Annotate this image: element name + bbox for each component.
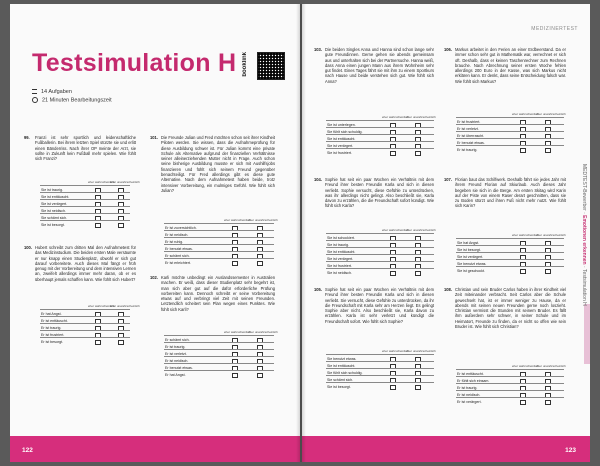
row-label: Sie ist geschockt. [457, 268, 485, 273]
side-text-c: Testsimulation H [581, 269, 587, 306]
question-text: Die beiden Singles Anna und Hanna sind schon lange sehr gute Freundinnen. Gerne gehen sie abends gemeinsam aus und unterhalten sich bei der Partnersuche. Hanna weiß, dass Anna einen jungen Mann aus ihrem Wohnheim sehr gut findet. Eines Tages fährt sie mit ihm zu einem Sportkurs nach Hause und beide verstehen sich gut. Wie fühlt sich Anna? [325, 47, 435, 84]
table-row [456, 266, 564, 274]
checkbox-unlikely[interactable] [545, 269, 551, 275]
header-unlikely: eher unwahrscheinlich [536, 364, 566, 368]
row-label: Sie ist verärgert. [327, 143, 354, 148]
question-text: Markus arbeitet in den Ferien an einer Erdbeerstand. Da er immer schon sehr gut in Mathematik war, verrechnet er sich oft. Deshalb, dass er keinen Taschenrechner zum Rechnen brauche. Nach Abrechnung seiner ersten Woche fehlen allerdings 200 Euro in der Kasse, was sich Markus nicht erklären kann. Er denkt, dass seine Entscheidung falsch war. Wie fühlt sich Markus? [455, 47, 566, 84]
row-label: Sie schämt sich. [327, 377, 354, 382]
row-label: Sie ist traurig. [41, 187, 63, 192]
meta-tasks [32, 89, 72, 95]
header-unlikely: eher unwahrscheinlich [110, 304, 140, 308]
header-unlikely: eher unwahrscheinlich [406, 228, 436, 232]
row-label: Sie fühlt sich schuldig. [327, 129, 363, 134]
table-row [456, 397, 564, 405]
answer-table-105 [326, 349, 434, 393]
row-label: Sie benutzt etwas. [327, 356, 357, 361]
booklink-label: booklink [242, 52, 248, 77]
list-icon [32, 89, 37, 94]
right-page [302, 4, 590, 462]
row-label: Er ist enttäuscht. [457, 371, 484, 376]
row-label: Er ist neidisch. [457, 392, 481, 397]
row-label: Er ist frustriert. [457, 119, 481, 124]
row-label: Er ist enttäuscht. [41, 318, 68, 323]
question-number: 103. [314, 47, 322, 52]
row-label: Er benutzt etwas. [165, 246, 193, 251]
question-number: 100. [24, 245, 32, 250]
table-row [164, 258, 274, 266]
row-label: Sie ist besorgt. [41, 222, 65, 227]
row-label: Sie ist traurig. [327, 242, 349, 247]
table-row [40, 220, 130, 228]
checkbox-likely[interactable] [232, 373, 238, 379]
question-105 [314, 287, 434, 324]
row-label: Sie benutzt etwas. [457, 261, 487, 266]
header-likely: eher wahrscheinlich [382, 349, 409, 353]
question-text: Hubert schreibt zum dritten Mal den Aufnahmetest für das Medizinstudium. Die beiden ersten Male versäumte er nur knapp einen Studienplatz, obwohl er sich gut darauf vorbereitete. Auch dieses Mal fängt er früh genug mit der Vorbereitung und dem intensiven Lernen an, zweifelt allerdings immer mehr daran, ob er es überhaupt jemals schaffen kann. Wie fühlt sich Hubert? [35, 245, 136, 282]
row-label: Er hat Angst. [41, 311, 62, 316]
question-number: 99. [24, 135, 30, 140]
question-108 [444, 287, 566, 329]
row-label: Sie ist neidisch. [327, 270, 352, 275]
row-label: Sie ist besorgt. [457, 247, 481, 252]
answer-table-99 [40, 180, 140, 231]
question-102 [150, 275, 275, 312]
checkbox-unlikely[interactable] [257, 261, 263, 267]
page-title: Testsimulation H [32, 49, 237, 77]
answer-table-103 [326, 115, 434, 159]
row-label: Sie ist schockiert. [327, 235, 355, 240]
question-104 [314, 177, 434, 209]
checkbox-likely[interactable] [95, 340, 101, 346]
header-unlikely: eher unwahrscheinlich [248, 330, 278, 334]
question-text: Sophie hat seit ein paar Wochen ein Verhältnis mit dem Freund ihrer besten Freundin Karla und sich in diesen verliebt. Sophie versucht, diese Gefühle zu unterdrücken, was ihr allerdings nicht gelingt. Also beschließt sie, Karla davon zu erzählen, die die Freundschaft sofort kündigt. Wie fühlt sich Karla? [325, 177, 434, 209]
header-likely: eher wahrscheinlich [224, 330, 251, 334]
question-99 [24, 135, 136, 161]
row-label: Er schämt sich. [165, 337, 190, 342]
page-footer-bar [302, 436, 590, 462]
row-label: Er ist erleichtert. [165, 260, 191, 265]
row-label: Sie ist verärgert. [41, 201, 68, 206]
meta-time [32, 97, 112, 103]
row-label: Er ist traurig. [165, 344, 186, 349]
row-label: Er ist zuversichtlich. [165, 225, 197, 230]
meta-tasks-text: 14 Aufgaben [41, 89, 72, 95]
question-101 [150, 135, 275, 193]
answer-table-104 [326, 228, 434, 279]
meta-time-text: 21 Minuten Bearbeitungszeit [42, 97, 112, 104]
question-text: Sophie hat seit ein paar Wochen ein Verhältnis mit dem Freund ihrer besten Freundin Karla und sich in diesen verliebt. Sie versucht, diese Gefühle zu unterdrücken, da ihr die Freundschaft mit Karla sehr am Herzen liegt. Es gelingt Sophie aber nicht. Also beschließt sie, Karla davon zu erzählen. Karla ist sehr verletzt und kündigt die Freundschaft sofort. Wie fühlt sich Sophie? [325, 287, 434, 324]
row-label: Er fühlt sich einsam. [457, 378, 490, 383]
header-unlikely: eher unwahrscheinlich [110, 180, 140, 184]
header-likely: eher wahrscheinlich [88, 304, 115, 308]
question-text: Die Freunde Julian und Fred möchten schon seit ihrer Kindheit Piloten werden. Sie wissen, dass die Aufnahmeprüfung für diese Ausbildung schwer ist. Für Julian kommt eine private Schule als Alternative aufgrund der finanziellen Verhältnisse seiner alleinerziehenden Mutter nicht in Frage. Auch schon seine bisherige Ausbildung musste er sich mit Aushilfsjobs finanzieren und fühlt sich seinem Freund gegenüber benachteiligt. Für Fred allerdings gibt es diese gute Alternative. Nach dem Aufnahmetest haben beide, trotz intensiver Vorbereitung, ein mulmiges Gefühl. Wie fühlt sich Julian? [161, 135, 275, 193]
row-label: Er hat Angst. [165, 372, 186, 377]
checkbox-unlikely[interactable] [257, 373, 263, 379]
table-row [326, 268, 434, 276]
row-label: Er ist überrascht. [457, 133, 485, 138]
question-number: 101. [150, 135, 158, 140]
checkbox-likely[interactable] [232, 261, 238, 267]
question-107 [444, 177, 566, 209]
checkbox-unlikely[interactable] [118, 340, 124, 346]
answer-table-100 [40, 304, 140, 348]
checkbox-likely[interactable] [390, 151, 396, 157]
header-likely: eher wahrscheinlich [512, 364, 539, 368]
row-label: Er ist traurig. [41, 325, 62, 330]
row-label: Sie ist enttäuscht. [327, 136, 356, 141]
side-text-a: MEDTEST-Bewerber [581, 164, 587, 211]
question-text: Florian baut das Schilfwerk. Deshalb fährt sie jedes Jahr mit ihrem Freund Florian auf Skiurlaub. Auch dieses Jahr begeben sie sich in die Berge. Am ersten Skitag wird Karin auf der Piste von einem Raser derart geschnitten, dass sie zu Boden stürzt und ihren Fuß nicht mehr nutzt. Wie fühlt sich Karin? [455, 177, 566, 209]
row-label: Sie hat Angst. [457, 240, 480, 245]
header-likely: eher wahrscheinlich [512, 112, 539, 116]
row-label: Er benutzt etwas. [457, 140, 485, 145]
row-label: Sie ist verärgert. [327, 256, 354, 261]
running-header: MEDIZINERTEST [531, 26, 578, 32]
row-label: Er schämt sich. [165, 253, 190, 258]
question-number: 102. [150, 275, 158, 280]
qr-code-icon[interactable] [257, 52, 285, 80]
row-label: Sie ist frustriert. [327, 263, 352, 268]
row-label: Sie ist unterlegen. [327, 122, 356, 127]
answer-table-107 [456, 233, 564, 277]
row-label: Er ist traurig. [457, 385, 478, 390]
row-label: Er ist neidisch. [165, 358, 189, 363]
checkbox-unlikely[interactable] [545, 148, 551, 154]
row-label: Er ist verletzt. [165, 351, 187, 356]
page-number: 122 [22, 447, 33, 454]
checkbox-unlikely[interactable] [415, 271, 421, 277]
row-label: Sie ist verärgert. [457, 254, 484, 259]
header-likely: eher wahrscheinlich [382, 115, 409, 119]
question-text: Karli möchte unbedingt ein Auslandssemester in Australien machen. Er weiß, dass dieser Studienplatz sehr begehrt ist, man sich aber gut auf die dafür erforderliche Prüfung vorbereiten kann. Dennoch schreibt er seine Vorbereitung etwas auf und verbringt viel Zeit mit seinen Freunden. Letztendlich scheitert sein Plan wegen eines Punktes. Wie fühlt sich Karli? [161, 275, 275, 312]
table-row [326, 148, 434, 156]
answer-table-101 [164, 218, 278, 268]
header-likely: eher wahrscheinlich [512, 233, 539, 237]
answer-table-108 [456, 364, 564, 408]
row-label: Sie ist neidisch. [41, 208, 66, 213]
row-label: Sie ist enttäuscht. [41, 194, 70, 199]
row-label: Sie ist frustriert. [327, 150, 352, 155]
question-103 [314, 47, 434, 84]
page-number: 123 [565, 447, 576, 454]
checkbox-unlikely[interactable] [118, 223, 124, 229]
question-106 [444, 47, 566, 84]
row-label: Er ist ruhig. [165, 239, 184, 244]
table-row [40, 337, 130, 345]
question-number: 107. [444, 177, 452, 182]
header-unlikely: eher unwahrscheinlich [248, 218, 278, 222]
checkbox-unlikely[interactable] [415, 385, 421, 391]
question-100 [24, 245, 136, 282]
header-unlikely: eher unwahrscheinlich [406, 115, 436, 119]
left-page [10, 4, 300, 462]
question-number: 104. [314, 177, 322, 182]
row-label: Er ist verärgert. [457, 399, 482, 404]
answer-table-106 [456, 112, 564, 156]
header-likely: eher wahrscheinlich [382, 228, 409, 232]
checkbox-likely[interactable] [520, 148, 526, 154]
checkbox-unlikely[interactable] [415, 151, 421, 157]
question-text: Christian und sein Bruder Carlos haben in ihrer Kindheit viel Zeit miteinander verbracht. Seit Carlos aber die Schule gewechselt hat, ist er immer weniger zu Hause, da er abends mit seinen neuen Freunden gerne noch loszieht. Christian vermisst die Stunden mit seinem Bruder. Es fällt ihm außerdem sehr schwer, in seiner Schule und im Heimatort, Freunde zu finden, da er nicht so offen wie sein Bruder ist. Wie fühlt sich Christian? [455, 287, 566, 330]
row-label: Er ist verletzt. [457, 126, 479, 131]
checkbox-likely[interactable] [520, 400, 526, 406]
row-label: Er ist frustriert. [41, 332, 65, 337]
checkbox-likely[interactable] [520, 269, 526, 275]
answer-table-102 [164, 330, 278, 380]
row-label: Er ist besorgt. [41, 339, 64, 344]
checkbox-unlikely[interactable] [545, 400, 551, 406]
header-unlikely: eher unwahrscheinlich [536, 112, 566, 116]
row-label: Sie ist enttäuscht. [327, 249, 356, 254]
question-number: 106. [444, 47, 452, 52]
page-footer-bar [10, 436, 300, 462]
side-text-b: Emotionen erkennen [581, 215, 587, 265]
question-text: Franzi ist sehr sportlich und leidenschaftliche Fußballerin. Bei ihrem letzten Spiel stürzte sie und erlitt einen Bänderriss. Nach ihrer OP meinte der Arzt, sie sollte in Zukunft kein Fußball mehr spielen. Wie fühlt sich Franzi? [35, 135, 136, 162]
header-likely: eher wahrscheinlich [88, 180, 115, 184]
table-row [164, 370, 274, 378]
header-unlikely: eher unwahrscheinlich [406, 349, 436, 353]
header-likely: eher wahrscheinlich [224, 218, 251, 222]
checkbox-likely[interactable] [95, 223, 101, 229]
header-unlikely: eher unwahrscheinlich [536, 233, 566, 237]
row-label: Sie ist enttäuscht. [327, 363, 356, 368]
row-label: Sie fühlt sich schuldig. [327, 370, 363, 375]
checkbox-likely[interactable] [390, 385, 396, 391]
row-label: Sie ist besorgt. [327, 384, 351, 389]
row-label: Er ist neidisch. [165, 232, 189, 237]
question-number: 105. [314, 287, 322, 292]
row-label: Er ist traurig. [457, 147, 478, 152]
question-number: 108. [444, 287, 452, 292]
chapter-tab [584, 304, 590, 364]
checkbox-likely[interactable] [390, 271, 396, 277]
side-running-title: MEDTEST-Bewerber · Emotionen erkennen · Testsimulation H [581, 164, 587, 306]
clock-icon [32, 97, 38, 103]
table-row [456, 145, 564, 153]
table-row [326, 382, 434, 390]
row-label: Er benutzt etwas. [165, 365, 193, 370]
row-label: Sie schämt sich. [41, 215, 68, 220]
